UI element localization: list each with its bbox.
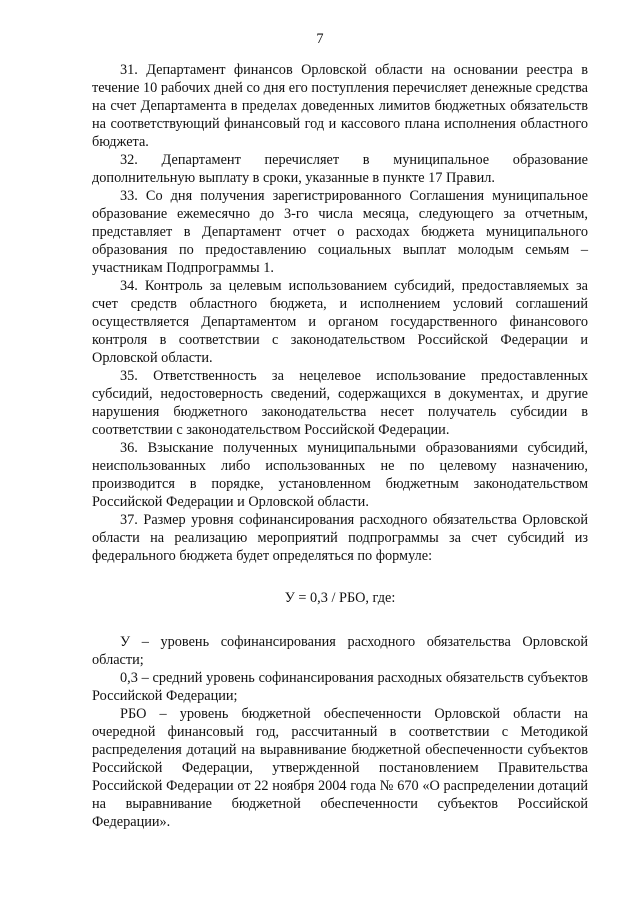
paragraph-37: 37. Размер уровня софинансирования расходного обязательства Орловской области на реализацию мероприятий подпрограммы за счет субсидий из федерального бюджета будет определяться по формуле: <box>92 512 588 564</box>
definition-coefficient: 0,3 – средний уровень софинансирования расходных обязательств субъектов Российской Федерации; <box>92 670 588 704</box>
paragraph-31: 31. Департамент финансов Орловской области на основании реестра в течение 10 рабочих дней со дня его поступления перечисляет денежные средства на счет Департамента в пределах доведенных лимитов бюджетных обязательств на соответствующий финансовый год и кассового плана исполнения областного бюджета. <box>92 62 588 150</box>
definition-u: У – уровень софинансирования расходного обязательства Орловской области; <box>92 634 588 668</box>
definition-rbo: РБО – уровень бюджетной обеспеченности Орловской области на очередной финансовый год, рассчитанный в соответствии с Методикой распределения дотаций на выравнивание бюджетной обеспеченности субъектов Российской Федерации, утвержденной постановлением Правительства Российской Федерации от 22 ноября 2004 года № 670 «О распределении дотаций на выравнивание бюджетной обеспеченности субъектов Российской Федерации». <box>92 706 588 830</box>
page-number: 7 <box>316 31 324 47</box>
document-body <box>92 61 588 831</box>
paragraph-36: 36. Взыскание полученных муниципальными образованиями субсидий, неиспользованных либо использованных не по целевому назначению, производится в порядке, установленном бюджетным законодательством Российской Федерации и Орловской области. <box>92 440 588 510</box>
paragraph-32: 32. Департамент перечисляет в муниципальное образование дополнительную выплату в сроки, указанные в пункте 17 Правил. <box>92 152 588 186</box>
formula: У = 0,3 / РБО, где: <box>284 590 396 606</box>
paragraph-33: 33. Со дня получения зарегистрированного Соглашения муниципальное образование ежемесячно до 3-го числа месяца, следующего за отчетным, представляет в Департамент отчет о расходах бюджета муниципального образования по предоставлению социальных выплат молодым семьям – участникам Подпрограммы 1. <box>92 188 588 276</box>
paragraph-35: 35. Ответственность за нецелевое использование предоставленных субсидий, недостоверность сведений, содержащихся в документах, и другие нарушения бюджетного законодательства несет получатель субсидии в соответствии с законодательством Российской Федерации. <box>92 368 588 438</box>
paragraph-34: 34. Контроль за целевым использованием субсидий, предоставляемых за счет средств областного бюджета, и исполнением условий соглашений осуществляется Департаментом и органом государственного финансового контроля в соответствии с законодательством Российской Федерации и Орловской области. <box>92 278 588 366</box>
